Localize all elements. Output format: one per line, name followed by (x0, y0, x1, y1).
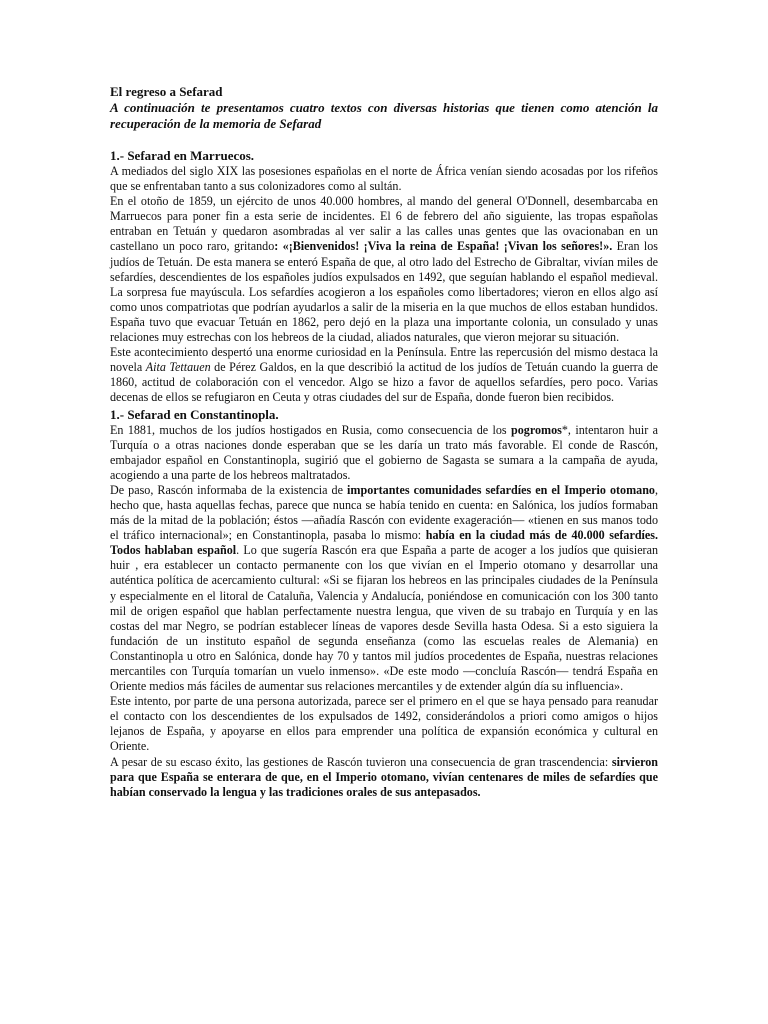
bold-quote: : «¡Bienvenidos! ¡Viva la reina de España! ¡Vivan los señores!». (274, 239, 613, 254)
paragraph-text: Este intento, por parte de una persona autorizada, parece ser el primero en el que se haya pensado para reanudar el contacto con los descendientes de los expulsados de 1492, considerándolos a priori como amigos o hijos lejanos de España, y apoyarse en ellos para emprender una política de expansión económica y cultural en Oriente. (110, 694, 658, 754)
paragraph (110, 423, 658, 483)
novel-title: Aita Tettauen (145, 360, 211, 375)
document-title: El regreso a Sefarad (110, 84, 223, 99)
paragraph-text: Este acontecimiento despertó una enorme curiosidad en la Península. Entre las repercusión del mismo destaca la novela (110, 345, 658, 375)
bold-term: pogromos (511, 422, 562, 437)
paragraph-text: . Lo que sugería Rascón era que España a parte de acoger a los judíos que quisieran huir , era establecer un contacto permanente con los que vivían en el Imperio otomano y desarrollar una auténtica política de acercamiento cultural: «Si se fijaran los hebreos en las principales ciudades de la Península y especialmente en el litoral de Cataluña, Valencia y Andalucía, poniéndose en comunicación con los 300 tanto mil de origen español que hablan perfectamente nuestra lengua, que viven de su trabajo en Turquía y en las costas del mar Negro, se podrían establecer líneas de vapores desde Sevilla hasta Odesa. Si a esto siguiera la fundación de un instituto español de segunda enseñanza (como las escuelas reales de Alemania) en Constantinopla u otro en Salónica, donde hay 70 y tantos mil judíos procedentes de España, nuestras relaciones mercantiles con Turquía tomarían un vuelo inmenso». «De este modo —concluía Rascón— tendrá España en Oriente medios más fáciles de aumentar sus relaciones mercantiles y de extender algún día su influencia». (110, 543, 659, 694)
paragraph-text: *, intentaron huir a Turquía o a otras naciones donde esperaban que se les daría un trato más favorable. El conde de Rascón, embajador español en Constantinopla, sugirió que el gobierno de Sagasta se sumara a la campaña de ayuda, acogiendo a una parte de los hebreos maltratados. (110, 422, 658, 482)
paragraph-text: de Pérez Galdos, en la que describió la actitud de los judíos de Tetuán cuando la guerra de 1860, actitud de colaboración con el vencedor. Algo se hizo a favor de aquellos sefardíes, pero poco. Varias decenas de ellos se refugiaron en Ceuta y otras ciudades del sur de España, donde fueron bien recibidos. (110, 360, 659, 405)
bold-phrase: había en la ciudad más de 40.000 sefardíes. Todos hablaban español (110, 528, 658, 558)
bold-conclusion: sirvieron para que España se enterara de que, en el Imperio otomano, vivían centenares de miles de sefardíes que habían conservado la lengua y las tradiciones orales de sus antepasados. (110, 754, 658, 799)
paragraph-text: A pesar de su escaso éxito, las gestiones de Rascón tuvieron una consecuencia de gran trascendencia: (110, 754, 612, 769)
paragraph-text: En 1881, muchos de los judíos hostigados en Rusia, como consecuencia de los (110, 422, 512, 437)
document-subtitle: A continuación te presentamos cuatro textos con diversas historias que tienen como atención la recuperación de la memoria de Sefarad (110, 100, 658, 131)
paragraph (110, 164, 658, 194)
paragraph-text: Eran los judíos de Tetuán. De esta manera se enteró España de que, al otro lado del Estrecho de Gibraltar, vivían miles de sefardíes, descendientes de los españoles judíos expulsados en 1492, que seguían hablando el español medieval. La sorpresa fue mayúscula. Los sefardíes acogieron a los españoles como libertadores; vieron en ellos algo así como unos compatriotas que podrían ayudarlos a salir de la miseria en la que muchos de ellos estaban hundidos. España tuvo que evacuar Tetuán en 1862, pero dejó en la plaza una importante colonia, un consulado y unas relaciones muy estrechas con los hebreos de la ciudad, aliados naturales, que vieron mejorar su situación. (110, 239, 658, 345)
paragraph-text: En el otoño de 1859, un ejército de unos 40.000 hombres, al mando del general O'Donnell, desembarcaba en Marruecos para poner fin a esta serie de incidentes. El 6 de febrero del año siguiente, las tropas españolas entraban en Tetuán y quedaron asombradas al ver salir a las calles unas gentes que las ovacionaban en un castellano un poco raro, gritando (110, 194, 658, 254)
section-heading-marruecos: 1.- Sefarad en Marruecos. (110, 148, 255, 163)
paragraph-text: , hecho que, hasta aquellas fechas, parece que nunca se había tenido en cuenta: en Salónica, los judíos formaban más de la mitad de la población; éstos —añadía Rascón con evidente exageración— «tienen en sus manos todo el tráfico internacional»; en Constantinopla, pasaba lo mismo: (110, 482, 658, 543)
paragraph-text: De paso, Rascón informaba de la existencia de (110, 482, 348, 497)
paragraph (110, 483, 658, 694)
section-heading-constantinopla: 1.- Sefarad en Constantinopla. (110, 406, 279, 422)
paragraph (110, 694, 658, 754)
spacer (110, 132, 658, 147)
document-page (110, 84, 658, 800)
paragraph (110, 755, 658, 800)
paragraph (110, 194, 658, 345)
bold-phrase: importantes comunidades sefardíes en el Imperio otomano (347, 482, 655, 497)
paragraph (110, 345, 658, 405)
paragraph-text: A mediados del siglo XIX las posesiones españolas en el norte de África venían siendo acosadas por los rifeños que se enfrentaban tanto a sus colonizadores como al sultán. (110, 164, 658, 194)
